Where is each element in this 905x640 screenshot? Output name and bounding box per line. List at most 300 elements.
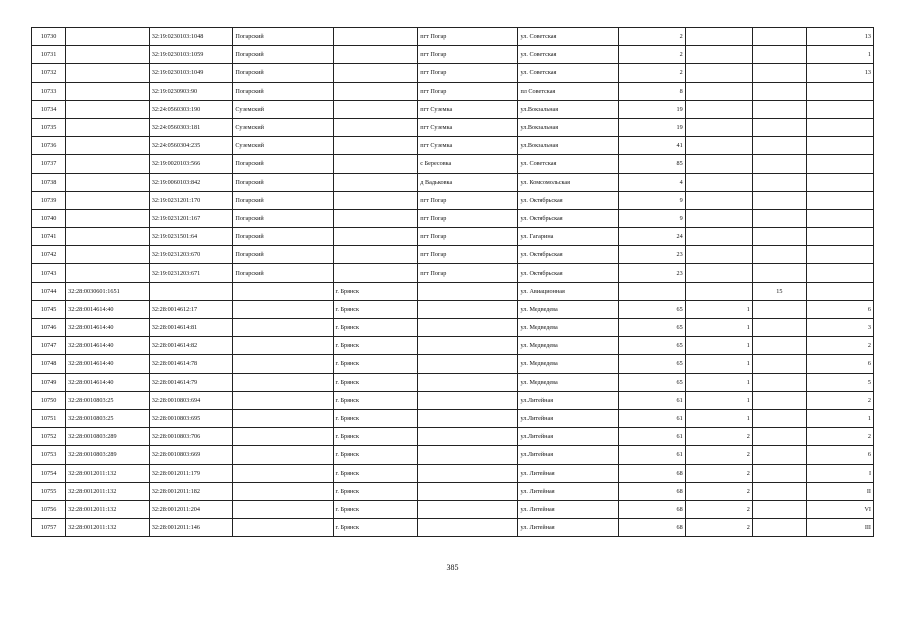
- registry-table-body: [32, 28, 874, 537]
- record-number-cell: 10737: [32, 155, 66, 173]
- cadastral-number-cell: 32:19:0231201:167: [149, 209, 233, 227]
- cadastral-number-cell: 32:19:0230903:90: [149, 82, 233, 100]
- cadastral-number-cell: 32:19:0060103:842: [149, 173, 233, 191]
- parent-cadastral-number-cell: [66, 228, 150, 246]
- apartment-number-cell: [806, 228, 873, 246]
- apartment-number-cell: 2: [806, 428, 873, 446]
- city-cell: [333, 209, 418, 227]
- house-number-cell: 9: [618, 209, 685, 227]
- building-number-cell: 1: [685, 300, 752, 318]
- city-cell: г. Брянск: [333, 500, 418, 518]
- apartment-number-cell: [806, 209, 873, 227]
- table-row: [32, 137, 874, 155]
- street-cell: ул. Литейная: [518, 519, 618, 537]
- district-cell: Погарский: [233, 155, 333, 173]
- district-cell: [233, 409, 333, 427]
- table-row: [32, 191, 874, 209]
- street-cell: ул.Литейная: [518, 446, 618, 464]
- parent-cadastral-number-cell: [66, 173, 150, 191]
- table-row: [32, 428, 874, 446]
- building-number-cell: 1: [685, 373, 752, 391]
- record-number-cell: 10750: [32, 391, 66, 409]
- street-cell: ул. Советская: [518, 155, 618, 173]
- letter-cell: [752, 137, 806, 155]
- letter-cell: 15: [752, 282, 806, 300]
- house-number-cell: 2: [618, 64, 685, 82]
- settlement-cell: [418, 482, 518, 500]
- street-cell: ул. Октябрьская: [518, 264, 618, 282]
- street-cell: ул. Медведева: [518, 355, 618, 373]
- record-number-cell: 10738: [32, 173, 66, 191]
- building-number-cell: [685, 191, 752, 209]
- record-number-cell: 10743: [32, 264, 66, 282]
- city-cell: [333, 100, 418, 118]
- parent-cadastral-number-cell: 32:28:0012011:132: [66, 464, 150, 482]
- district-cell: Погарский: [233, 64, 333, 82]
- cadastral-number-cell: 32:19:0230103:1059: [149, 46, 233, 64]
- building-number-cell: [685, 282, 752, 300]
- apartment-number-cell: 5: [806, 373, 873, 391]
- street-cell: ул. Медведева: [518, 373, 618, 391]
- street-cell: ул. Октябрьская: [518, 209, 618, 227]
- city-cell: [333, 246, 418, 264]
- house-number-cell: 24: [618, 228, 685, 246]
- record-number-cell: 10736: [32, 137, 66, 155]
- district-cell: Погарский: [233, 246, 333, 264]
- house-number-cell: 23: [618, 246, 685, 264]
- city-cell: г. Брянск: [333, 319, 418, 337]
- house-number-cell: 2: [618, 46, 685, 64]
- letter-cell: [752, 82, 806, 100]
- cadastral-number-cell: 32:19:0020103:566: [149, 155, 233, 173]
- street-cell: ул. Авиационная: [518, 282, 618, 300]
- settlement-cell: пгт Погар: [418, 28, 518, 46]
- city-cell: [333, 118, 418, 136]
- apartment-number-cell: [806, 191, 873, 209]
- record-number-cell: 10755: [32, 482, 66, 500]
- house-number-cell: 19: [618, 100, 685, 118]
- record-number-cell: 10756: [32, 500, 66, 518]
- cadastral-number-cell: 32:28:0012011:204: [149, 500, 233, 518]
- district-cell: Суземский: [233, 137, 333, 155]
- cadastral-number-cell: 32:28:0010803:695: [149, 409, 233, 427]
- settlement-cell: пгт Погар: [418, 264, 518, 282]
- city-cell: г. Брянск: [333, 409, 418, 427]
- letter-cell: [752, 191, 806, 209]
- table-row: [32, 355, 874, 373]
- house-number-cell: 61: [618, 391, 685, 409]
- parent-cadastral-number-cell: 32:28:0010803:25: [66, 409, 150, 427]
- apartment-number-cell: III: [806, 519, 873, 537]
- parent-cadastral-number-cell: 32:28:0014614:40: [66, 300, 150, 318]
- cadastral-number-cell: 32:28:0014614:81: [149, 319, 233, 337]
- table-row: [32, 28, 874, 46]
- apartment-number-cell: 6: [806, 355, 873, 373]
- record-number-cell: 10741: [32, 228, 66, 246]
- city-cell: [333, 228, 418, 246]
- street-cell: ул.Литейная: [518, 391, 618, 409]
- house-number-cell: 85: [618, 155, 685, 173]
- table-row: [32, 264, 874, 282]
- letter-cell: [752, 209, 806, 227]
- street-cell: ул. Октябрьская: [518, 246, 618, 264]
- settlement-cell: [418, 519, 518, 537]
- parent-cadastral-number-cell: 32:28:0010803:25: [66, 391, 150, 409]
- city-cell: г. Брянск: [333, 355, 418, 373]
- district-cell: [233, 391, 333, 409]
- letter-cell: [752, 391, 806, 409]
- city-cell: г. Брянск: [333, 300, 418, 318]
- letter-cell: [752, 173, 806, 191]
- table-row: [32, 228, 874, 246]
- building-number-cell: 2: [685, 519, 752, 537]
- district-cell: Погарский: [233, 82, 333, 100]
- settlement-cell: [418, 428, 518, 446]
- table-row: [32, 82, 874, 100]
- building-number-cell: 1: [685, 319, 752, 337]
- settlement-cell: пгт Погар: [418, 46, 518, 64]
- house-number-cell: 65: [618, 373, 685, 391]
- street-cell: ул. Советская: [518, 64, 618, 82]
- parent-cadastral-number-cell: 32:28:0014614:40: [66, 373, 150, 391]
- street-cell: ул. Медведева: [518, 337, 618, 355]
- letter-cell: [752, 428, 806, 446]
- building-number-cell: [685, 28, 752, 46]
- table-row: [32, 64, 874, 82]
- cadastral-number-cell: 32:19:0231203:670: [149, 246, 233, 264]
- parent-cadastral-number-cell: [66, 28, 150, 46]
- city-cell: [333, 264, 418, 282]
- letter-cell: [752, 118, 806, 136]
- building-number-cell: 1: [685, 391, 752, 409]
- house-number-cell: 65: [618, 300, 685, 318]
- letter-cell: [752, 228, 806, 246]
- settlement-cell: [418, 373, 518, 391]
- letter-cell: [752, 264, 806, 282]
- table-row: [32, 519, 874, 537]
- house-number-cell: 68: [618, 464, 685, 482]
- district-cell: [233, 355, 333, 373]
- street-cell: ул. Медведева: [518, 300, 618, 318]
- district-cell: [233, 446, 333, 464]
- table-row: [32, 173, 874, 191]
- parent-cadastral-number-cell: [66, 246, 150, 264]
- apartment-number-cell: [806, 155, 873, 173]
- table-row: [32, 155, 874, 173]
- letter-cell: [752, 337, 806, 355]
- city-cell: [333, 28, 418, 46]
- letter-cell: [752, 300, 806, 318]
- cadastral-number-cell: 32:28:0010803:694: [149, 391, 233, 409]
- district-cell: [233, 500, 333, 518]
- table-row: [32, 209, 874, 227]
- district-cell: Погарский: [233, 46, 333, 64]
- house-number-cell: 2: [618, 28, 685, 46]
- settlement-cell: [418, 300, 518, 318]
- apartment-number-cell: 6: [806, 446, 873, 464]
- street-cell: ул.Вокзальная: [518, 137, 618, 155]
- record-number-cell: 10734: [32, 100, 66, 118]
- building-number-cell: [685, 155, 752, 173]
- parent-cadastral-number-cell: [66, 82, 150, 100]
- house-number-cell: 61: [618, 409, 685, 427]
- district-cell: Погарский: [233, 191, 333, 209]
- building-number-cell: [685, 137, 752, 155]
- cadastral-number-cell: 32:28:0012011:179: [149, 464, 233, 482]
- parent-cadastral-number-cell: 32:28:0012011:132: [66, 482, 150, 500]
- cadastral-number-cell: 32:24:0560304:235: [149, 137, 233, 155]
- city-cell: г. Брянск: [333, 428, 418, 446]
- street-cell: ул. Литейная: [518, 500, 618, 518]
- building-number-cell: 2: [685, 464, 752, 482]
- table-row: [32, 319, 874, 337]
- parent-cadastral-number-cell: [66, 264, 150, 282]
- record-number-cell: 10746: [32, 319, 66, 337]
- settlement-cell: д Вадьковка: [418, 173, 518, 191]
- building-number-cell: 1: [685, 409, 752, 427]
- building-number-cell: 1: [685, 355, 752, 373]
- registry-table: [31, 27, 874, 537]
- city-cell: [333, 82, 418, 100]
- house-number-cell: 61: [618, 446, 685, 464]
- settlement-cell: [418, 355, 518, 373]
- district-cell: Погарский: [233, 264, 333, 282]
- cadastral-number-cell: 32:28:0012011:182: [149, 482, 233, 500]
- parent-cadastral-number-cell: [66, 64, 150, 82]
- house-number-cell: 61: [618, 428, 685, 446]
- letter-cell: [752, 409, 806, 427]
- apartment-number-cell: 13: [806, 28, 873, 46]
- settlement-cell: пгт Погар: [418, 209, 518, 227]
- table-row: [32, 118, 874, 136]
- house-number-cell: 65: [618, 337, 685, 355]
- letter-cell: [752, 64, 806, 82]
- apartment-number-cell: II: [806, 482, 873, 500]
- record-number-cell: 10753: [32, 446, 66, 464]
- apartment-number-cell: 6: [806, 300, 873, 318]
- building-number-cell: [685, 173, 752, 191]
- house-number-cell: 68: [618, 500, 685, 518]
- table-row: [32, 464, 874, 482]
- cadastral-number-cell: 32:19:0231501:64: [149, 228, 233, 246]
- apartment-number-cell: [806, 82, 873, 100]
- settlement-cell: [418, 446, 518, 464]
- street-cell: ул. Литейная: [518, 464, 618, 482]
- district-cell: Суземский: [233, 100, 333, 118]
- cadastral-number-cell: 32:19:0230103:1049: [149, 64, 233, 82]
- house-number-cell: 23: [618, 264, 685, 282]
- city-cell: г. Брянск: [333, 519, 418, 537]
- district-cell: [233, 428, 333, 446]
- cadastral-number-cell: 32:19:0231203:671: [149, 264, 233, 282]
- settlement-cell: пгт Погар: [418, 246, 518, 264]
- district-cell: Погарский: [233, 173, 333, 191]
- settlement-cell: с Бересовка: [418, 155, 518, 173]
- city-cell: г. Брянск: [333, 373, 418, 391]
- parent-cadastral-number-cell: 32:28:0010803:289: [66, 428, 150, 446]
- apartment-number-cell: [806, 246, 873, 264]
- city-cell: г. Брянск: [333, 391, 418, 409]
- parent-cadastral-number-cell: 32:28:0030601:1651: [66, 282, 150, 300]
- record-number-cell: 10744: [32, 282, 66, 300]
- district-cell: [233, 373, 333, 391]
- house-number-cell: 68: [618, 482, 685, 500]
- apartment-number-cell: [806, 173, 873, 191]
- building-number-cell: [685, 209, 752, 227]
- table-row: [32, 391, 874, 409]
- district-cell: Суземский: [233, 118, 333, 136]
- settlement-cell: пгт Суземка: [418, 100, 518, 118]
- letter-cell: [752, 464, 806, 482]
- cadastral-number-cell: [149, 282, 233, 300]
- record-number-cell: 10754: [32, 464, 66, 482]
- apartment-number-cell: 13: [806, 64, 873, 82]
- district-cell: [233, 282, 333, 300]
- city-cell: [333, 191, 418, 209]
- table-row: [32, 300, 874, 318]
- settlement-cell: [418, 319, 518, 337]
- apartment-number-cell: 3: [806, 319, 873, 337]
- cadastral-number-cell: 32:24:0560303:190: [149, 100, 233, 118]
- apartment-number-cell: 2: [806, 391, 873, 409]
- table-row: [32, 482, 874, 500]
- street-cell: ул.Литейная: [518, 428, 618, 446]
- city-cell: [333, 46, 418, 64]
- letter-cell: [752, 246, 806, 264]
- record-number-cell: 10740: [32, 209, 66, 227]
- street-cell: ул.Вокзальная: [518, 118, 618, 136]
- letter-cell: [752, 482, 806, 500]
- house-number-cell: 41: [618, 137, 685, 155]
- parent-cadastral-number-cell: [66, 100, 150, 118]
- apartment-number-cell: 1: [806, 409, 873, 427]
- record-number-cell: 10733: [32, 82, 66, 100]
- settlement-cell: пгт Суземка: [418, 118, 518, 136]
- cadastral-number-cell: 32:28:0014612:17: [149, 300, 233, 318]
- house-number-cell: [618, 282, 685, 300]
- building-number-cell: 2: [685, 500, 752, 518]
- house-number-cell: 68: [618, 519, 685, 537]
- house-number-cell: 19: [618, 118, 685, 136]
- record-number-cell: 10732: [32, 64, 66, 82]
- district-cell: [233, 337, 333, 355]
- building-number-cell: [685, 46, 752, 64]
- letter-cell: [752, 155, 806, 173]
- cadastral-number-cell: 32:19:0231201:170: [149, 191, 233, 209]
- settlement-cell: [418, 282, 518, 300]
- street-cell: ул. Медведева: [518, 319, 618, 337]
- street-cell: пл Советская: [518, 82, 618, 100]
- cadastral-number-cell: 32:19:0230103:1048: [149, 28, 233, 46]
- table-row: [32, 500, 874, 518]
- parent-cadastral-number-cell: [66, 137, 150, 155]
- record-number-cell: 10735: [32, 118, 66, 136]
- building-number-cell: [685, 264, 752, 282]
- record-number-cell: 10748: [32, 355, 66, 373]
- building-number-cell: [685, 118, 752, 136]
- city-cell: [333, 155, 418, 173]
- record-number-cell: 10739: [32, 191, 66, 209]
- settlement-cell: пгт Погар: [418, 228, 518, 246]
- building-number-cell: [685, 82, 752, 100]
- record-number-cell: 10751: [32, 409, 66, 427]
- city-cell: г. Брянск: [333, 282, 418, 300]
- parent-cadastral-number-cell: 32:28:0014614:40: [66, 319, 150, 337]
- building-number-cell: 2: [685, 428, 752, 446]
- record-number-cell: 10742: [32, 246, 66, 264]
- table-row: [32, 446, 874, 464]
- district-cell: [233, 319, 333, 337]
- letter-cell: [752, 28, 806, 46]
- parent-cadastral-number-cell: 32:28:0012011:132: [66, 519, 150, 537]
- page-number: 385: [446, 563, 459, 572]
- apartment-number-cell: [806, 100, 873, 118]
- table-row: [32, 409, 874, 427]
- letter-cell: [752, 46, 806, 64]
- settlement-cell: [418, 464, 518, 482]
- settlement-cell: [418, 391, 518, 409]
- city-cell: [333, 137, 418, 155]
- table-row: [32, 246, 874, 264]
- settlement-cell: пгт Погар: [418, 64, 518, 82]
- street-cell: ул. Гагарина: [518, 228, 618, 246]
- building-number-cell: 2: [685, 482, 752, 500]
- cadastral-number-cell: 32:28:0012011:146: [149, 519, 233, 537]
- letter-cell: [752, 100, 806, 118]
- district-cell: [233, 464, 333, 482]
- parent-cadastral-number-cell: 32:28:0014614:40: [66, 355, 150, 373]
- record-number-cell: 10747: [32, 337, 66, 355]
- street-cell: ул.Литейная: [518, 409, 618, 427]
- settlement-cell: пгт Погар: [418, 191, 518, 209]
- table-row: [32, 373, 874, 391]
- parent-cadastral-number-cell: 32:28:0014614:40: [66, 337, 150, 355]
- apartment-number-cell: VI: [806, 500, 873, 518]
- table-row: [32, 337, 874, 355]
- district-cell: [233, 482, 333, 500]
- settlement-cell: пгт Суземка: [418, 137, 518, 155]
- letter-cell: [752, 319, 806, 337]
- house-number-cell: 65: [618, 355, 685, 373]
- table-row: [32, 46, 874, 64]
- parent-cadastral-number-cell: 32:28:0010803:289: [66, 446, 150, 464]
- district-cell: Погарский: [233, 228, 333, 246]
- cadastral-number-cell: 32:24:0560303:181: [149, 118, 233, 136]
- settlement-cell: пгт Погар: [418, 82, 518, 100]
- parent-cadastral-number-cell: 32:28:0012011:132: [66, 500, 150, 518]
- city-cell: г. Брянск: [333, 337, 418, 355]
- building-number-cell: [685, 64, 752, 82]
- cadastral-number-cell: 32:28:0014614:82: [149, 337, 233, 355]
- settlement-cell: [418, 409, 518, 427]
- record-number-cell: 10752: [32, 428, 66, 446]
- house-number-cell: 4: [618, 173, 685, 191]
- street-cell: ул. Литейная: [518, 482, 618, 500]
- house-number-cell: 65: [618, 319, 685, 337]
- cadastral-number-cell: 32:28:0010803:669: [149, 446, 233, 464]
- letter-cell: [752, 373, 806, 391]
- house-number-cell: 9: [618, 191, 685, 209]
- street-cell: ул. Комсомольская: [518, 173, 618, 191]
- parent-cadastral-number-cell: [66, 155, 150, 173]
- table-row: [32, 100, 874, 118]
- table-row: [32, 282, 874, 300]
- city-cell: г. Брянск: [333, 482, 418, 500]
- apartment-number-cell: I: [806, 464, 873, 482]
- apartment-number-cell: [806, 264, 873, 282]
- record-number-cell: 10731: [32, 46, 66, 64]
- apartment-number-cell: [806, 282, 873, 300]
